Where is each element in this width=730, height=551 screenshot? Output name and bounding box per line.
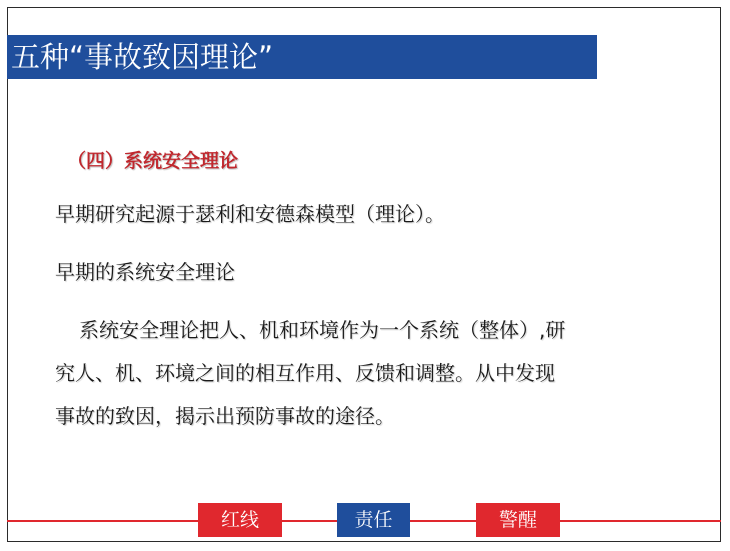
slide-title: 五种“事故致因理论” [7,35,597,79]
alert-button[interactable]: 警醒 [476,503,560,537]
paragraph-line: 究人、机、环境之间的相互作用、反馈和调整。从中发现 [55,361,555,385]
paragraph-line: 系统安全理论把人、机和环境作为一个系统（整体）,研 [79,318,566,342]
paragraph-line: 事故的致因，揭示出预防事故的途径。 [55,404,395,428]
paragraph-early-theory: 早期的系统安全理论 [55,260,235,284]
paragraph-origin: 早期研究起源于瑟利和安德森模型（理论）。 [55,202,445,226]
paragraph-system-safety [55,309,695,438]
responsibility-button[interactable]: 责任 [337,503,410,537]
red-line-button[interactable]: 红线 [198,503,282,537]
section-heading: （四）系统安全理论 [67,150,239,172]
